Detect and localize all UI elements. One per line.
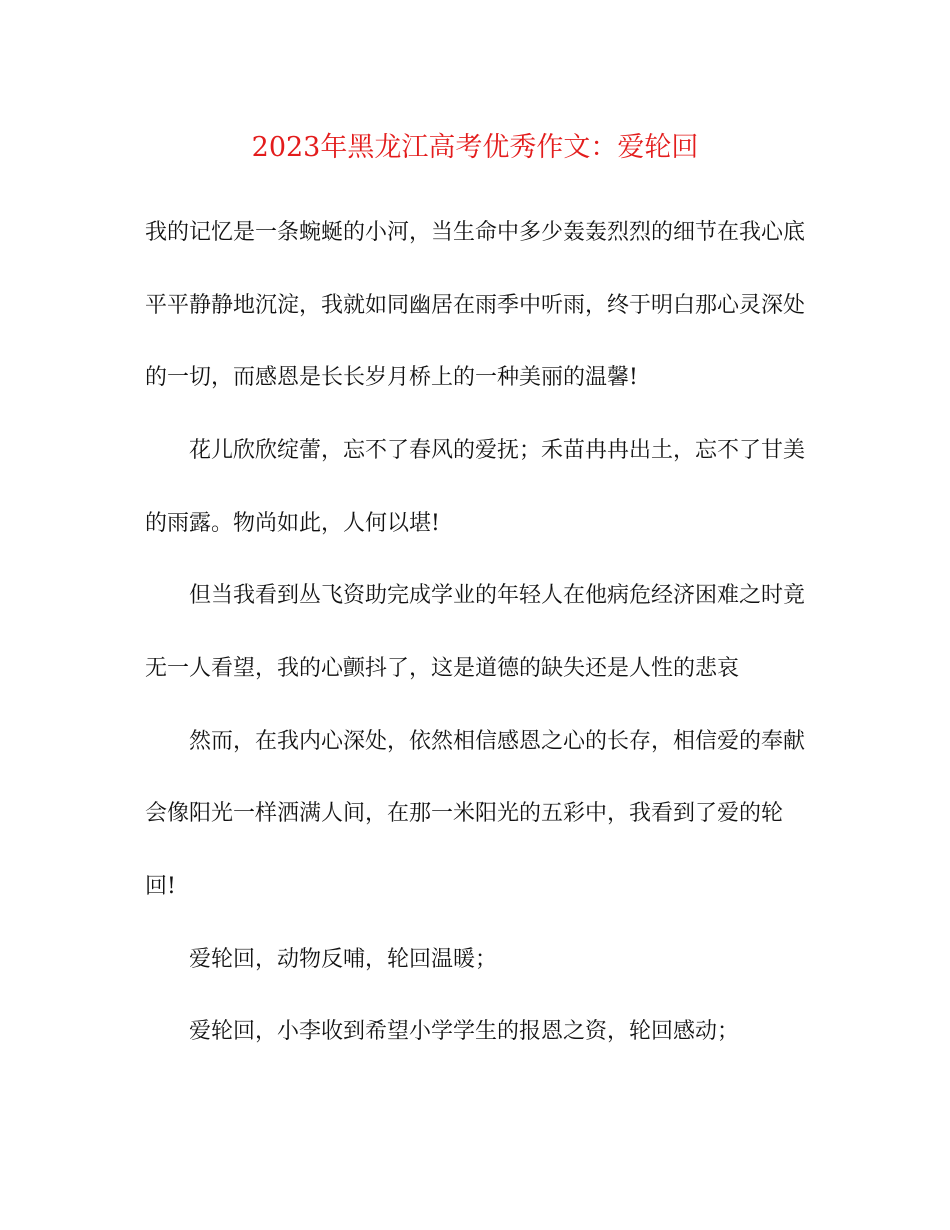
paragraph-5-line-1: 爱轮回，动物反哺，轮回温暖；	[189, 947, 498, 972]
document-title: 2023年黑龙江高考优秀作文：爱轮回	[251, 132, 699, 163]
paragraph-4-line-3: 回!	[145, 874, 176, 899]
paragraph-2-line-1: 花儿欣欣绽蕾，忘不了春风的爱抚；禾苗冉冉出土，忘不了甘美	[189, 438, 806, 463]
paragraph-4-line-1: 然而，在我内心深处，依然相信感恩之心的长存，相信爱的奉献	[189, 729, 806, 754]
paragraph-2-line-2: 的雨露。物尚如此，人何以堪!	[145, 511, 440, 536]
paragraph-3-line-1: 但当我看到丛飞资助完成学业的年轻人在他病危经济困难之时竟	[189, 583, 806, 608]
paragraph-1-line-3: 的一切，而感恩是长长岁月桥上的一种美丽的温馨!	[145, 365, 638, 390]
paragraph-6-line-1: 爱轮回，小李收到希望小学学生的报恩之资，轮回感动；	[189, 1019, 740, 1044]
paragraph-4-line-2: 会像阳光一样洒满人间，在那一米阳光的五彩中，我看到了爱的轮	[145, 801, 784, 826]
paragraph-1-line-1: 我的记忆是一条蜿蜒的小河，当生命中多少轰轰烈烈的细节在我心底	[145, 220, 806, 245]
paragraph-1-line-2: 平平静静地沉淀，我就如同幽居在雨季中听雨，终于明白那心灵深处	[145, 293, 806, 318]
paragraph-3-line-2: 无一人看望，我的心颤抖了，这是道德的缺失还是人性的悲哀	[145, 656, 740, 681]
